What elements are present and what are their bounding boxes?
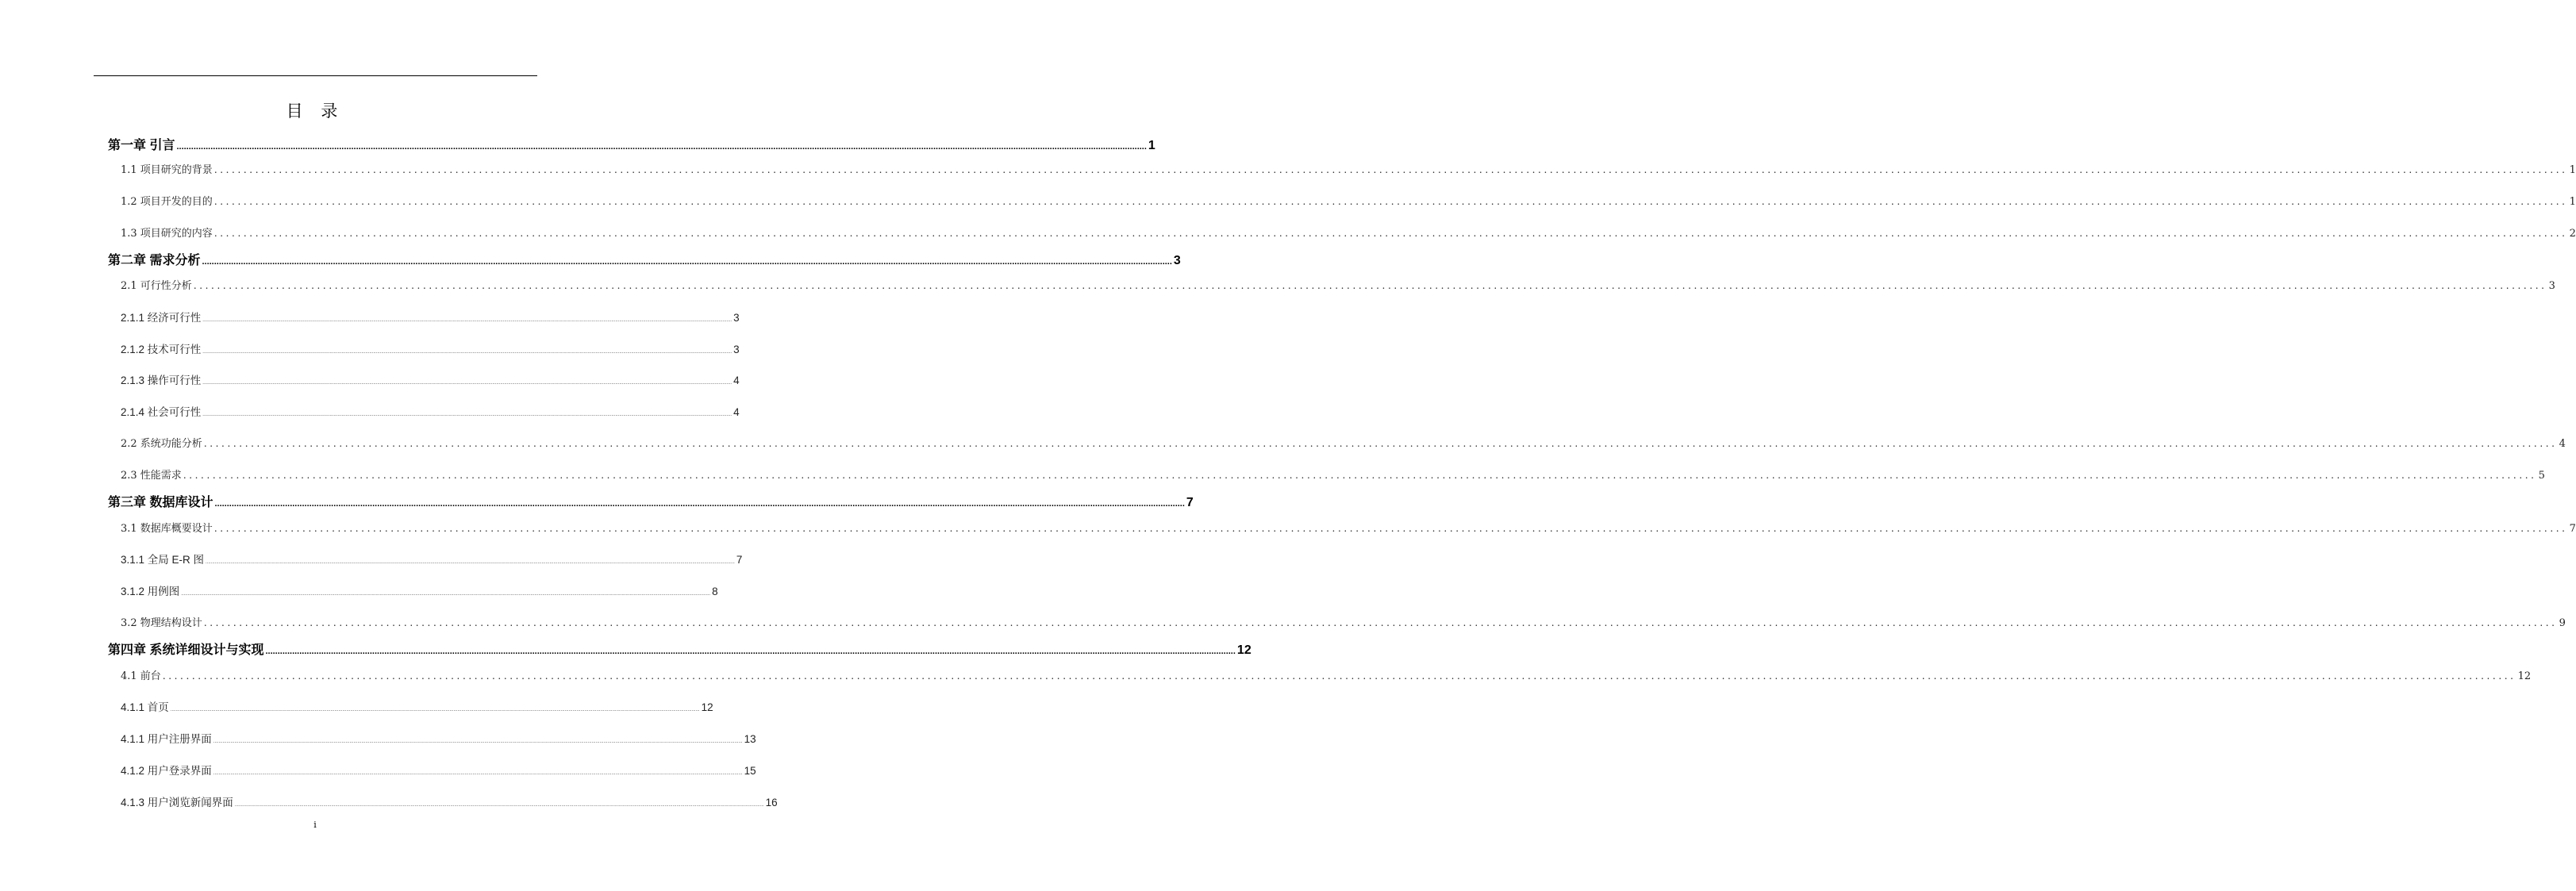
toc-entry-label: 第三章 数据库设计 [108, 496, 213, 509]
toc-entry-page: 3 [2548, 280, 2555, 292]
dot-leader: ................................................................................................................................................................................................................................................................................................................................................................................................................ [213, 164, 2568, 175]
toc-entry[interactable] [121, 730, 756, 746]
toc-entry-label: 2.1.4 社会可行性 [121, 406, 202, 418]
header-rule [94, 75, 537, 76]
toc-entry-label: 2.1.3 操作可行性 [121, 374, 202, 386]
toc-entry[interactable] [108, 639, 1251, 658]
toc-entry-label: 4.1 前台 [121, 670, 161, 682]
toc-entry-label: 1.1 项目研究的背景 [121, 164, 213, 176]
toc-entry[interactable] [121, 340, 740, 356]
toc-entry[interactable] [121, 551, 743, 566]
toc-entry[interactable] [121, 371, 740, 387]
toc-entry[interactable] [121, 698, 713, 714]
dot-leader: ................................................................................................................................................................................................................................................................................................................................................................................................................ [202, 350, 732, 355]
dot-leader: ................................................................................................................................................................................................................................................................................................................................................................................................................ [265, 647, 1236, 656]
toc-entry-page: 4 [733, 374, 740, 386]
dot-leader: ................................................................................................................................................................................................................................................................................................................................................................................................................ [213, 739, 743, 744]
toc-entry-label: 1.2 项目开发的目的 [121, 196, 213, 208]
toc-entry-page: 12 [2517, 670, 2532, 682]
toc-entry-label: 3.1.1 全局 E-R 图 [121, 554, 205, 566]
toc-title: 目 录 [286, 102, 344, 121]
toc-entry-label: 4.1.1 首页 [121, 701, 169, 713]
dot-leader: ................................................................................................................................................................................................................................................................................................................................................................................................................ [234, 803, 764, 808]
dot-leader: ................................................................................................................................................................................................................................................................................................................................................................................................................ [206, 560, 735, 565]
dot-leader: ................................................................................................................................................................................................................................................................................................................................................................................................................ [213, 196, 2568, 207]
dot-leader: ................................................................................................................................................................................................................................................................................................................................................................................................................ [170, 708, 700, 712]
toc-entry[interactable] [108, 492, 1194, 510]
toc-entry-label: 2.1.2 技术可行性 [121, 344, 202, 355]
dot-leader: ................................................................................................................................................................................................................................................................................................................................................................................................................ [213, 771, 743, 776]
toc-entry[interactable] [121, 277, 2555, 292]
toc-entry-page: 3 [1173, 254, 1181, 267]
toc-entry-page: 5 [2538, 470, 2545, 482]
dot-leader: ................................................................................................................................................................................................................................................................................................................................................................................................................ [162, 670, 2516, 682]
toc-entry-label: 3.2 物理结构设计 [121, 617, 202, 629]
toc-entry-page: 3 [733, 312, 740, 324]
toc-entry-label: 2.3 性能需求 [121, 470, 182, 482]
toc-entry[interactable] [121, 667, 2532, 682]
dot-leader: ................................................................................................................................................................................................................................................................................................................................................................................................................ [213, 523, 2568, 534]
toc-entry-page: 7 [1186, 496, 1194, 509]
toc-entry-page: 4 [733, 406, 740, 418]
toc-entry-page: 8 [712, 586, 718, 597]
toc-entry[interactable] [121, 467, 2545, 482]
toc-entry[interactable] [121, 225, 2576, 240]
dot-leader: ................................................................................................................................................................................................................................................................................................................................................................................................................ [202, 381, 732, 386]
toc-entry-label: 第一章 引言 [108, 139, 175, 152]
toc-entry[interactable] [121, 161, 2576, 176]
dot-leader: ................................................................................................................................................................................................................................................................................................................................................................................................................ [202, 318, 732, 323]
toc-entry-page: 7 [2569, 523, 2576, 535]
dot-leader: ................................................................................................................................................................................................................................................................................................................................................................................................................ [214, 499, 1185, 509]
toc-entry[interactable] [121, 193, 2576, 208]
dot-leader: ................................................................................................................................................................................................................................................................................................................................................................................................................ [181, 592, 711, 597]
dot-leader: ................................................................................................................................................................................................................................................................................................................................................................................................................ [202, 257, 1172, 267]
toc-entry[interactable] [121, 582, 718, 598]
dot-leader: ................................................................................................................................................................................................................................................................................................................................................................................................................ [202, 413, 732, 417]
dot-leader: ................................................................................................................................................................................................................................................................................................................................................................................................................ [183, 470, 2537, 481]
toc-entry[interactable] [121, 520, 2576, 535]
toc-entry-page: 12 [701, 701, 713, 713]
toc-entry-label: 2.2 系统功能分析 [121, 438, 202, 450]
toc-entry-page: 4 [2559, 438, 2566, 450]
toc-entry-page: 2 [2569, 228, 2576, 240]
dot-leader: ................................................................................................................................................................................................................................................................................................................................................................................................................ [203, 438, 2558, 449]
toc-entry-label: 第四章 系统详细设计与实现 [108, 643, 264, 657]
toc-entry[interactable] [108, 250, 1181, 268]
toc-entry-page: 12 [1236, 643, 1251, 657]
toc-entry-label: 4.1.1 用户注册界面 [121, 733, 212, 745]
toc-entry[interactable] [121, 762, 756, 778]
toc-entry[interactable] [121, 309, 740, 325]
toc-entry-label: 2.1 可行性分析 [121, 280, 192, 292]
toc-entry-label: 4.1.3 用户浏览新闻界面 [121, 797, 233, 808]
toc-entry-label: 3.1 数据库概要设计 [121, 523, 213, 535]
toc-entry[interactable] [121, 793, 778, 809]
toc-entry-label: 3.1.2 用例图 [121, 586, 180, 597]
toc-entry-page: 1 [2569, 196, 2576, 208]
toc-entry-page: 1 [2569, 164, 2576, 176]
toc-entry-page: 7 [736, 554, 743, 566]
toc-entry[interactable] [121, 614, 2566, 629]
toc-entry-page: 16 [765, 797, 778, 808]
toc-entry-page: 15 [744, 765, 756, 777]
toc-entry[interactable] [121, 435, 2566, 450]
dot-leader: ................................................................................................................................................................................................................................................................................................................................................................................................................ [193, 280, 2547, 291]
page-number: i [313, 820, 317, 830]
dot-leader: ................................................................................................................................................................................................................................................................................................................................................................................................................ [176, 142, 1147, 152]
toc-entry-label: 1.3 项目研究的内容 [121, 228, 213, 240]
toc-entry-label: 2.1.1 经济可行性 [121, 312, 202, 324]
toc-entry[interactable] [121, 403, 740, 419]
toc-entry-page: 3 [733, 344, 740, 355]
dot-leader: ................................................................................................................................................................................................................................................................................................................................................................................................................ [203, 617, 2558, 628]
toc-entry-label: 第二章 需求分析 [108, 254, 201, 267]
dot-leader: ................................................................................................................................................................................................................................................................................................................................................................................................................ [213, 228, 2568, 239]
toc-entry-page: 1 [1148, 139, 1155, 152]
toc-entry-page: 13 [744, 733, 756, 745]
toc-entry[interactable] [108, 135, 1155, 153]
toc-entry-page: 9 [2559, 617, 2566, 629]
toc-entry-label: 4.1.2 用户登录界面 [121, 765, 212, 777]
